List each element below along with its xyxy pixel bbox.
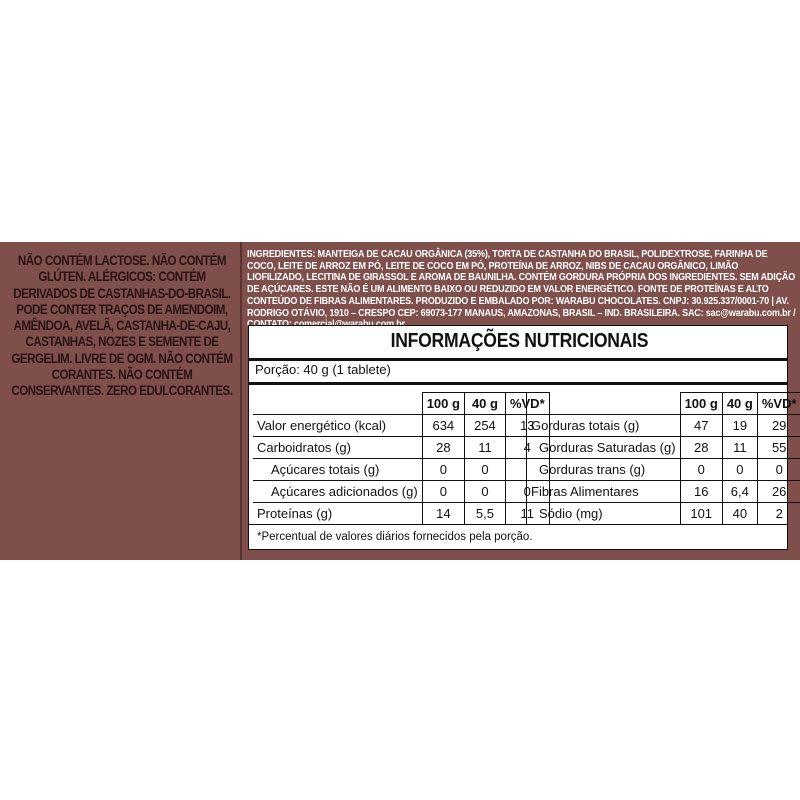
value-vd: 55 <box>757 437 800 459</box>
value-100g: 0 <box>422 459 464 481</box>
nutrition-table-right <box>526 392 800 524</box>
footnote-rule <box>249 524 787 525</box>
portion-size: Porção: 40 g (1 tablete) <box>255 362 391 377</box>
value-100g: 28 <box>422 437 464 459</box>
footnote: *Percentual de valores diários fornecidos pela porção. <box>257 531 533 543</box>
value-40g: 19 <box>722 415 757 437</box>
value-vd: 4 <box>505 437 549 459</box>
nutrition-title: INFORMAÇÕES NUTRICIONAIS <box>390 330 648 352</box>
value-40g: 5,5 <box>464 503 505 525</box>
nutrient-name: Açúcares adicionados (g) <box>253 481 422 503</box>
nutrition-row <box>527 415 800 437</box>
nutrient-name: Gorduras trans (g) <box>527 459 681 481</box>
value-40g: 11 <box>722 437 757 459</box>
value-100g: 0 <box>422 481 464 503</box>
portion-rule <box>249 382 787 385</box>
header-blank <box>253 393 422 415</box>
value-vd: 29 <box>757 415 800 437</box>
nutrient-name: Gorduras Saturadas (g) <box>527 437 681 459</box>
value-100g: 14 <box>422 503 464 525</box>
nutrient-name: Valor energético (kcal) <box>253 415 422 437</box>
nutrition-row <box>527 459 800 481</box>
value-vd: 0 <box>505 481 549 503</box>
nutrient-name: Sódio (mg) <box>527 503 681 525</box>
header-40g: 40 g <box>464 393 505 415</box>
header-100g: 100 g <box>680 393 722 415</box>
value-40g: 0 <box>464 481 505 503</box>
value-vd: 11 <box>505 503 549 525</box>
value-vd: 13 <box>505 415 549 437</box>
nutrient-name: Fibras Alimentares <box>527 481 681 503</box>
nutrition-row <box>253 481 549 503</box>
nutrient-name: Gorduras totais (g) <box>527 415 681 437</box>
nutrition-row <box>253 415 549 437</box>
value-40g: 11 <box>464 437 505 459</box>
value-vd: 0 <box>757 459 800 481</box>
nutrition-row <box>253 459 549 481</box>
value-100g: 634 <box>422 415 464 437</box>
nutrient-name: Açúcares totais (g) <box>253 459 422 481</box>
allergen-notice: NÃO CONTÉM LACTOSE. NÃO CONTÉM GLÚTEN. ALÉRGICOS: CONTÉM DERIVADOS DE CASTANHAS-DO-BRASIL. PODE CONTER TRAÇOS DE AMENDOIM, AMÊNDOA, AVELÃ, CASTANHA-DE-CAJU, CASTANHAS, NOZES E SEMENTE DE GERGELIM. LIVRE DE OGM. NÃO CONTÉM CORANTES. NÃO CONTÉM CONSERVANTES. ZERO EDULCORANTES. <box>11 253 233 399</box>
header-40g: 40 g <box>722 393 757 415</box>
header-vd: %VD* <box>505 393 549 415</box>
value-100g: 101 <box>680 503 722 525</box>
nutrition-row <box>527 481 800 503</box>
nutrient-name: Proteínas (g) <box>253 503 422 525</box>
value-40g: 0 <box>464 459 505 481</box>
ingredients-text: INGREDIENTES: MANTEIGA DE CACAU ORGÂNICA (35%), TORTA DE CASTANHA DO BRASIL, POLIDEXTROSE, FARINHA DE COCO, LEITE DE ARROZ EM PÓ, LEITE DE COCO EM PÓ, PROTEÍNA DE ARROZ, NIBS DE CACAU ORGÂNICO, LIMÃO LIOFILIZADO, LECITINA DE GIRASSOL E AROMA DE BAUNILHA. CONTÉM GORDURA PRÓPRIA DOS INGREDIENTES. SEM ADIÇÃO DE AÇÚCARES. ESTE NÃO É UM ALIMENTO BAIXO OU REDUZIDO EM VALOR ENERGÉTICO. FONTE DE PROTEÍNAS E ALTO CONTEÚDO DE FIBRAS ALIMENTARES. PRODUZIDO E EMBALADO POR: WARABU CHOCOLATES. CNPJ: 30.925.337/0001-70 | AV. RODRIGO OTÁVIO, 1910 – CRESPO CEP: 69073-177 MANAUS, AMAZONAS, BRASIL – IND. BRASILEIRA. SAC: sac@warabu.com.br / <box>247 249 796 319</box>
value-100g: 28 <box>680 437 722 459</box>
nutrition-facts-panel <box>248 325 797 550</box>
nutrition-row <box>253 503 549 525</box>
value-40g: 6,4 <box>722 481 757 503</box>
value-vd: 26 <box>757 481 800 503</box>
value-100g: 16 <box>680 481 722 503</box>
nutrition-row <box>527 503 800 525</box>
header-blank <box>527 393 681 415</box>
value-40g: 40 <box>722 503 757 525</box>
value-40g: 254 <box>464 415 505 437</box>
value-40g: 0 <box>722 459 757 481</box>
value-100g: 47 <box>680 415 722 437</box>
header-100g: 100 g <box>422 393 464 415</box>
header-vd: %VD* <box>757 393 800 415</box>
nutrition-row <box>527 437 800 459</box>
title-rule <box>249 358 787 361</box>
nutrition-row <box>253 437 549 459</box>
nutrition-table-left <box>253 392 550 524</box>
nutrient-name: Carboidratos (g) <box>253 437 422 459</box>
value-100g: 0 <box>680 459 722 481</box>
value-vd: 2 <box>757 503 800 525</box>
band-divider <box>240 242 242 560</box>
